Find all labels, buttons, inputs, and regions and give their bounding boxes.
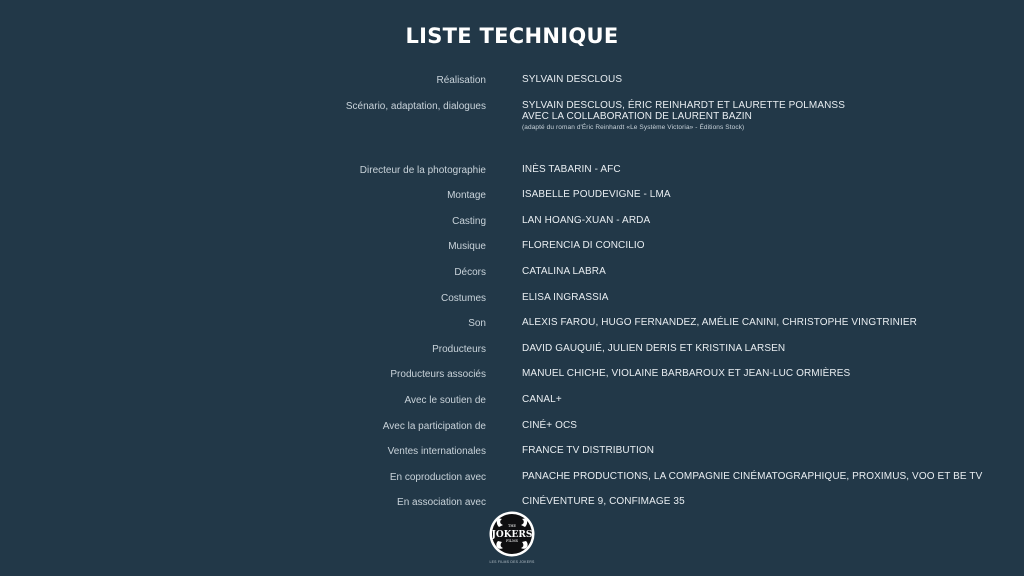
- credit-row: [0, 266, 1024, 292]
- credit-row: [0, 317, 1024, 343]
- credit-names: [522, 164, 621, 176]
- credit-name-line: SYLVAIN DESCLOUS: [522, 74, 623, 85]
- credit-role: Décors: [454, 266, 486, 278]
- credit-row: [0, 100, 1024, 164]
- credit-names: [522, 368, 850, 380]
- credit-name-line: ISABELLE POUDEVIGNE - LMA: [522, 189, 671, 201]
- credit-role: Avec la participation de: [382, 420, 486, 432]
- credit-row: [0, 471, 1024, 497]
- credit-row: [0, 292, 1024, 318]
- credit-names: [522, 240, 645, 252]
- logo-text-main: JOKERS: [491, 530, 533, 540]
- credit-names: [522, 292, 609, 304]
- credit-name-line: CATALINA LABRA: [522, 265, 606, 277]
- credit-name-line: FRANCE TV DISTRIBUTION: [522, 445, 655, 457]
- logo-text-top: THE: [508, 524, 516, 528]
- credit-name-line: CANAL+: [522, 393, 562, 405]
- jokers-films-logo-icon: [489, 511, 535, 557]
- credit-name-line: ELISA INGRASSIA: [522, 291, 609, 303]
- credit-names: [522, 74, 622, 86]
- credit-role: Montage: [447, 190, 486, 202]
- credit-row: [0, 240, 1024, 266]
- credit-name-line: LAN HOANG-XUAN - ARDA: [522, 214, 651, 226]
- credit-role: Réalisation: [436, 75, 486, 86]
- credit-names: [522, 215, 650, 227]
- credit-name-line: ALEXIS FAROU, HUGO FERNANDEZ, AMÉLIE CANINI, CHRISTOPHE VINGTRINIER: [522, 317, 917, 329]
- credit-names: [522, 189, 671, 201]
- credit-role: Musique: [448, 241, 486, 253]
- credit-name-line: MANUEL CHICHE, VIOLAINE BARBAROUX ET JEAN-LUC ORMIÈRES: [522, 368, 851, 380]
- credit-role: Son: [468, 318, 486, 330]
- credit-role: Avec le soutien de: [404, 394, 486, 406]
- credit-names: [522, 471, 982, 483]
- credit-names: [522, 394, 562, 406]
- credit-name-line: SYLVAIN DESCLOUS, ÉRIC REINHARDT ET LAURETTE POLMANSS: [522, 99, 845, 111]
- page-title: LISTE TECHNIQUE: [405, 24, 619, 48]
- credit-names: [522, 420, 577, 432]
- credit-names: [522, 445, 654, 457]
- credit-role: Directeur de la photographie: [359, 164, 486, 176]
- credit-role: Casting: [452, 215, 486, 227]
- credit-name-line: FLORENCIA DI CONCILIO: [522, 240, 645, 252]
- credit-names: [522, 266, 606, 278]
- credit-row: [0, 74, 1024, 100]
- credit-name-line: INÈS TABARIN - AFC: [522, 163, 621, 175]
- credit-role: En association avec: [397, 497, 486, 509]
- logo-text-bottom: FILMS: [505, 539, 519, 543]
- credit-name-line: CINÉ+ OCS: [522, 419, 578, 431]
- credit-row: [0, 368, 1024, 394]
- credit-role: En coproduction avec: [389, 471, 486, 483]
- credit-role: Producteurs: [432, 343, 486, 355]
- credit-role: Producteurs associés: [390, 369, 486, 381]
- credit-row: [0, 164, 1024, 190]
- credit-row: [0, 189, 1024, 215]
- credit-names: [522, 317, 917, 329]
- credit-names: [522, 343, 785, 355]
- credit-role: Ventes internationales: [387, 446, 486, 458]
- credit-name-line: AVEC LA COLLABORATION DE LAURENT BAZIN: [522, 111, 752, 123]
- credit-names: [522, 100, 845, 132]
- credit-name-line: DAVID GAUQUIÉ, JULIEN DERIS ET KRISTINA LARSEN: [522, 342, 786, 354]
- credit-name-line: PANACHE PRODUCTIONS, LA COMPAGNIE CINÉMATOGRAPHIQUE, PROXIMUS, VOO ET BE TV: [522, 470, 983, 482]
- credit-row: [0, 394, 1024, 420]
- credit-row: [0, 215, 1024, 241]
- credit-role: Costumes: [440, 292, 486, 304]
- credit-row: [0, 343, 1024, 369]
- credit-role: Scénario, adaptation, dialogues: [345, 100, 486, 112]
- logo-caption: LES FILMS DES JOKERS: [489, 560, 535, 564]
- credit-name-line: CINÉVENTURE 9, CONFIMAGE 35: [522, 496, 685, 508]
- credit-note: (adapté du roman d'Éric Reinhardt «Le Système Victoria» - Éditions Stock): [522, 123, 745, 131]
- credit-row: [0, 445, 1024, 471]
- credit-row: [0, 420, 1024, 446]
- credit-names: [522, 496, 685, 508]
- credits-list: [0, 74, 1024, 522]
